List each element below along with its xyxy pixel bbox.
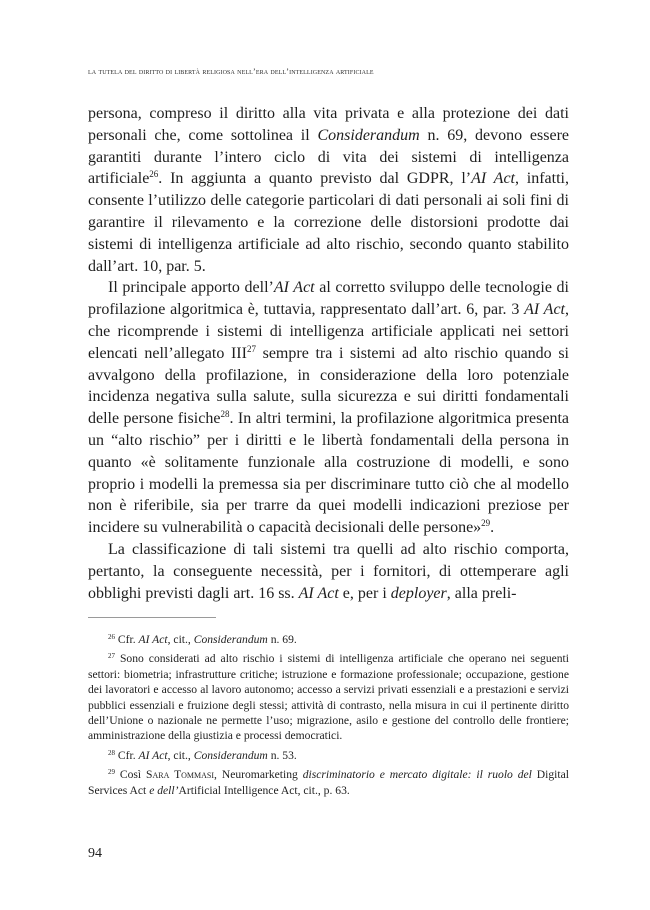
text-run: e, per i	[338, 584, 391, 602]
text-run: Sono considerati ad alto rischio i sistemi di intelligenza artificiale che operano nei seguenti settori: biometria; infrastrutture critiche; istruzione e formazione professionale; occupazione, gestione dei lavoratori e accesso al lavoro autonomo; accesso a servizi privati essenziali e a prestazioni e servizi pubblici essenziali e fruizione degli stessi; attività di contrasto, nella misura in cui il pertinente diritto dell’Unione o nazionale ne permette l’uso; migrazione, asilo e gestione del controllo delle frontiere; amministrazione della giustizia e processi democratici.	[88, 652, 570, 743]
footnote-ref[interactable]: 26	[149, 169, 159, 180]
paragraph-1	[88, 103, 569, 277]
text-run: .	[490, 519, 495, 537]
italic-term: AI Act	[138, 633, 168, 646]
author-name: Sara Tommasi	[146, 768, 215, 782]
text-run: n. 69, devono essere garantiti durante l’intero ciclo di vita dei sistemi di intelligenza artificiale	[88, 126, 570, 188]
italic-term: discriminatorio e mercato digitale: il ruolo del	[302, 768, 532, 782]
text-run: n. 69.	[267, 633, 297, 646]
running-header	[88, 66, 568, 76]
text-run: , Neuromarketing	[214, 768, 303, 782]
text-run: Cfr.	[117, 633, 139, 646]
italic-term: deployer	[390, 584, 447, 602]
text-run: Il principale apporto dell’	[108, 279, 274, 297]
footnote-number: 29	[108, 768, 115, 777]
italic-term: AI Act	[471, 170, 515, 188]
text-run: Così	[119, 768, 147, 782]
text-run: , alla preli-	[446, 584, 517, 602]
running-title: la tutela del diritto di libertà religiosa nell’era dell’intelligenza artificiale	[88, 66, 374, 76]
text-run: Digital Services Act	[88, 768, 569, 797]
text-run: al corretto sviluppo delle tecnologie di profilazione algoritmica è, tuttavia, rappresentato dall’art. 6, par. 3	[88, 279, 569, 319]
footnote-ref[interactable]: 28	[220, 409, 230, 420]
footnote-number: 28	[108, 748, 115, 757]
text-run: La classificazione di tali sistemi tra quelli ad alto rischio comporta, pertanto, la conseguente necessità, per i fornitori, di ottemperare agli obblighi previsti dagli art. 16 ss.	[88, 540, 569, 602]
footnotes	[88, 632, 569, 802]
italic-term: AI Act	[273, 279, 315, 297]
italic-term: AI Act	[138, 748, 168, 762]
text-run: sempre tra i sistemi ad alto rischio quando si avvalgono della profilazione, in considerazione della loro potenziale incidenza negativa sulla salute, sulla sicurezza e sui diritti fondamentali delle persone fisiche	[88, 344, 569, 428]
italic-term: Considerandum	[193, 748, 268, 762]
text-run: n. 53.	[267, 748, 297, 762]
text-run: persona, compreso il diritto alla vita privata e alla protezione dei dati personali che, come sottolinea il	[88, 105, 569, 144]
text-run: , cit.,	[167, 748, 194, 762]
footnote-number: 27	[108, 652, 115, 661]
italic-term: AI Act	[298, 584, 339, 602]
footnote-27	[88, 651, 569, 743]
text-run: , che ricomprende i sistemi di intelligenza artificiale applicati nei settori elencati nell’allegato III	[88, 301, 569, 362]
text-run: . In altri termini, la profilazione algoritmica presenta un “alto rischio” per i diritti e le libertà fondamentali della persona in quanto «è solitamente funzionale alla costruzione di modelli, e sono proprio i modelli la premessa sia per discriminare tutto ciò che al modello non è riferibile, sia per trarre da quei modelli indicazioni preziose per incidere su vulnerabilità o capacità decisionali delle persone»	[88, 410, 570, 537]
paragraph-3	[88, 539, 569, 604]
footnote-ref[interactable]: 29	[481, 518, 491, 529]
body-text	[88, 103, 569, 604]
text-run: Artificial Intelligence Act, cit., p. 63.	[178, 783, 350, 797]
page-number: 94	[88, 846, 102, 861]
text-run: Cfr.	[117, 748, 139, 762]
footnote-ref[interactable]: 27	[246, 343, 256, 354]
italic-term: Considerandum	[193, 633, 268, 646]
footnote-29	[88, 767, 569, 798]
footnote-26	[88, 632, 569, 647]
text-run: . In aggiunta a quanto previsto dal GDPR, l’	[158, 170, 472, 188]
text-run: , infatti, consente l’utilizzo delle categorie particolari di dati personali ai soli fini di garantire il rilevamento e la correzione delle distorsioni prodotte dai sistemi di intelligenza artificiale ad alto rischio, secondo quanto stabilito dall’art. 10, par. 5.	[88, 170, 569, 275]
italic-term: e dell’	[149, 783, 179, 797]
italic-term: AI Act	[524, 301, 565, 319]
footnote-28	[88, 748, 569, 763]
paragraph-2	[88, 277, 569, 539]
text-run: , cit.,	[167, 633, 194, 646]
italic-term: Considerandum	[317, 126, 420, 144]
footnote-separator	[88, 617, 216, 618]
footnote-number: 26	[108, 633, 115, 641]
